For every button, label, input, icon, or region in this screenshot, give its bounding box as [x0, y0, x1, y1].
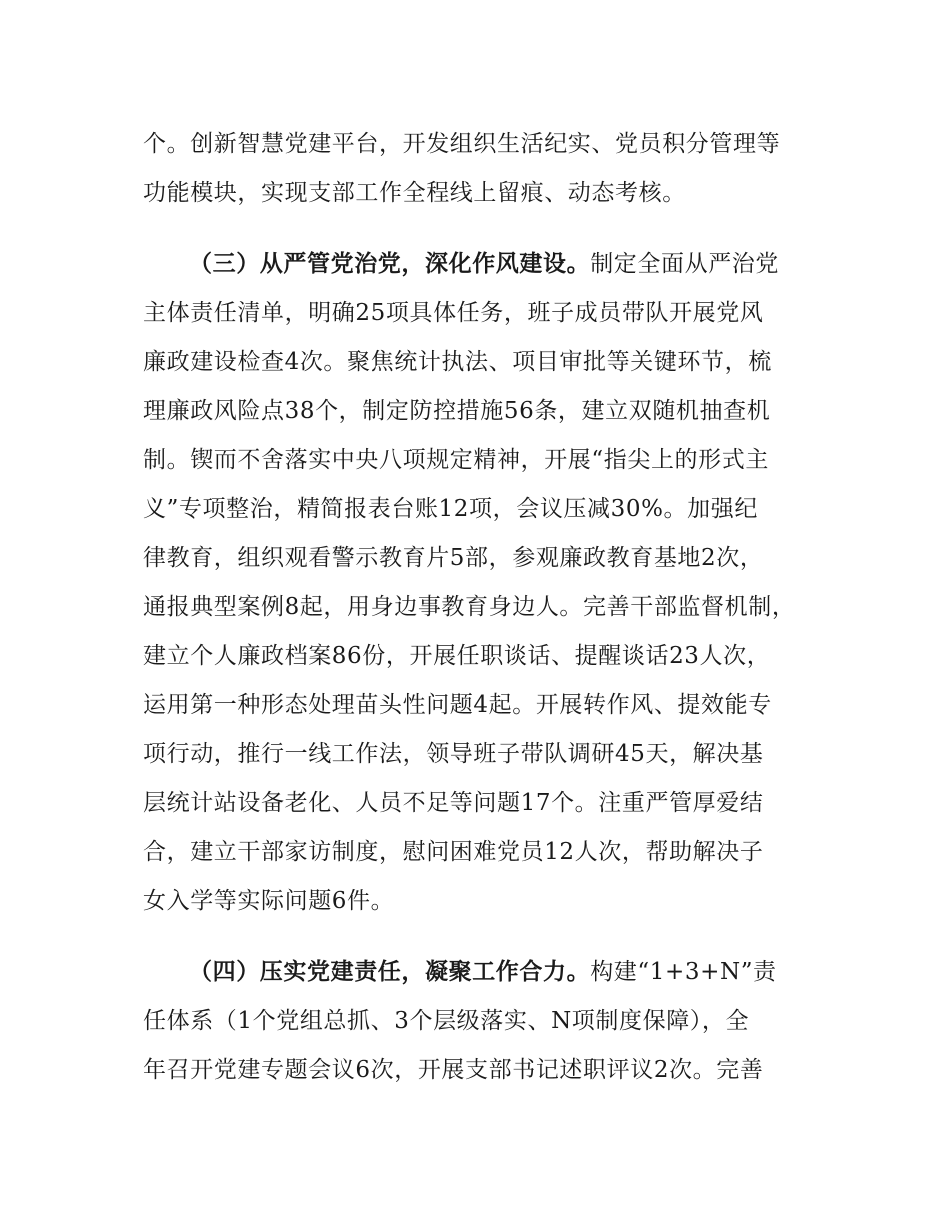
text-line: 律教育，组织观看警示教育片5部，参观廉政教育基地2次，	[143, 545, 764, 571]
text-line: 义”专项整治，精简报表台账12项，会议压减30%。加强纪	[143, 496, 758, 522]
intro-paragraph	[143, 120, 813, 218]
section-3-paragraph	[143, 240, 813, 926]
text-line: 个。创新智慧党建平台，开发组织生活纪实、党员积分管理等	[143, 131, 781, 157]
section-4-paragraph	[143, 948, 813, 1095]
text-line: 廉政建设检查4次。聚焦统计执法、项目审批等关键环节，梳	[143, 349, 772, 375]
text-line: 年召开党建专题会议6次，开展支部书记述职评议2次。完善	[143, 1057, 764, 1083]
text-line: 任体系（1个党组总抓、3个层级落实、N项制度保障），全	[143, 1008, 750, 1034]
text-line: 女入学等实际问题6件。	[143, 888, 395, 914]
section-4-heading: （四）压实党建责任，凝聚工作合力。	[189, 959, 591, 985]
section-3-heading: （三）从严管党治党，深化作风建设。	[189, 251, 591, 277]
text-line: 功能模块，实现支部工作全程线上留痕、动态考核。	[143, 180, 686, 206]
text-line: 制。锲而不舍落实中央八项规定精神，开展“指尖上的形式主	[143, 447, 769, 473]
text-line	[143, 240, 813, 289]
text-line: 层统计站设备老化、人员不足等问题17个。注重严管厚爱结	[143, 790, 764, 816]
document-page	[143, 120, 813, 1095]
text-line: 主体责任清单，明确25项具体任务，班子成员带队开展党风	[143, 300, 764, 326]
section-4-first-text: 构建“1+3+N”责	[590, 959, 777, 985]
text-line: 运用第一种形态处理苗头性问题4起。开展转作风、提效能专	[143, 692, 772, 718]
text-line: 通报典型案例8起，用身边事教育身边人。完善干部监督机制，	[143, 594, 796, 620]
text-line: 合，建立干部家访制度，慰问困难党员12人次，帮助解决子	[143, 839, 764, 865]
text-line: 建立个人廉政档案86份，开展任职谈话、提醒谈话23人次，	[143, 643, 771, 669]
text-line	[143, 948, 813, 997]
text-line: 理廉政风险点38个，制定防控措施56条，建立双随机抽查机	[143, 398, 771, 424]
section-3-first-text: 制定全面从严治党	[590, 251, 780, 277]
text-line: 项行动，推行一线工作法，领导班子带队调研45天，解决基	[143, 741, 764, 767]
